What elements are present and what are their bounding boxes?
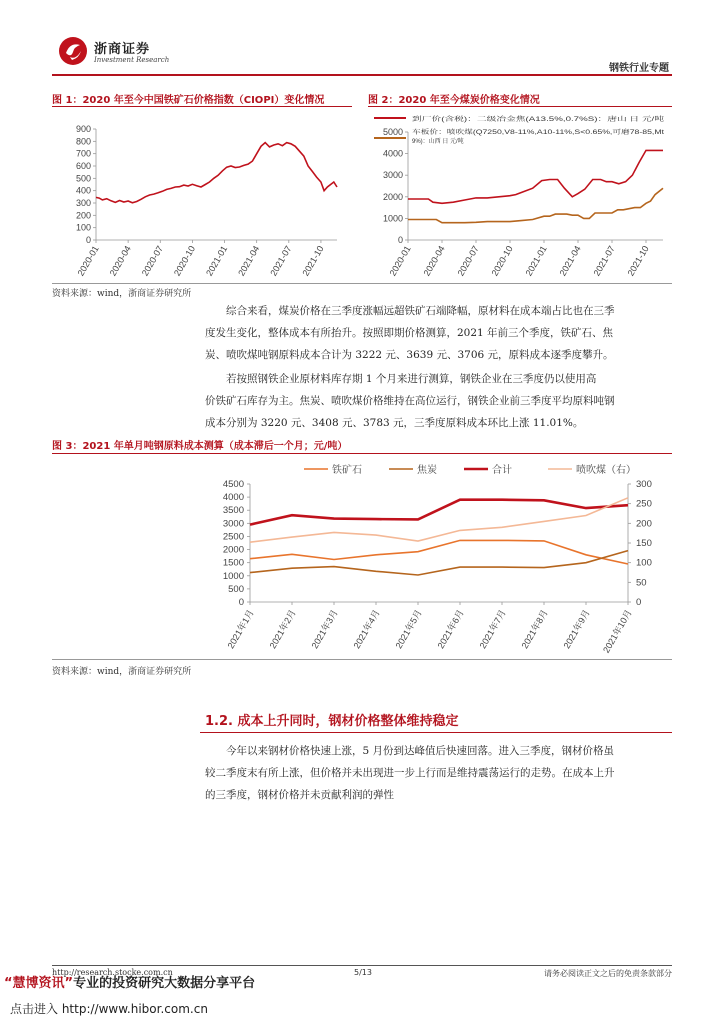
- fig1-title-rule: [52, 106, 352, 107]
- fig2-y-tick-label: 3000: [382, 170, 403, 181]
- brand-logo-icon: [58, 36, 88, 66]
- fig3-y2-tick-label: 0: [636, 597, 642, 608]
- fig2-x-tick-label: 2021-04: [557, 244, 583, 278]
- fig2-legend-label-pci-cont: 9%)：山西 日 元/吨: [412, 139, 464, 145]
- fig1-x-tick-label: 2021-07: [268, 243, 294, 278]
- paragraph-2: [205, 368, 672, 434]
- fig3-x-tick-label: 2021年2月: [267, 608, 298, 651]
- fig3-legend-label-0: 铁矿石: [332, 465, 362, 476]
- fig3-x-tick-label: 2021年6月: [435, 608, 466, 651]
- fig3-x-tick-label: 2021年5月: [393, 608, 424, 651]
- fig3-y-tick-label: 4500: [222, 479, 244, 490]
- fig1-x-tick-label: 2020-01: [75, 244, 101, 278]
- fig3-x-tick-label: 2021年8月: [519, 608, 550, 651]
- fig3-x-tick-label: 2021年1月: [225, 608, 256, 651]
- fig3-series-line-1: [250, 551, 628, 575]
- fig12-source: 资料来源：wind，浙商证券研究所: [52, 289, 192, 299]
- fig3-y2-tick-label: 250: [636, 498, 652, 510]
- page-number: 5/13: [354, 968, 372, 977]
- fig1-y-tick-label: 800: [75, 136, 91, 147]
- paragraph-3-line-3: 的三季度，钢材价格并未贡献利润的弹性: [205, 789, 394, 801]
- fig3-y-tick-label: 500: [228, 583, 244, 595]
- fig1-title: 图 1：2020 年至今中国铁矿石价格指数（CIOPI）变化情况: [52, 95, 325, 106]
- brand-name-en: Investment Research: [94, 56, 170, 64]
- fig3-x-tick-label: 2021年3月: [309, 608, 340, 651]
- fig3-source: 资料来源：wind，浙商证券研究所: [52, 667, 192, 677]
- fig3-x-tick-label: 2021年4月: [351, 608, 382, 651]
- fig3-y2-tick-label: 300: [636, 479, 652, 490]
- paragraph-2-line-3: 成本分别为 3220 元、3408 元、3783 元，三季度原料成本环比上涨 11.01%。: [205, 417, 584, 429]
- fig1-x-tick-label: 2020-10: [171, 244, 198, 278]
- paragraph-1-line-3: 炭、喷吹煤吨钢原料成本合计为 3222 元、3639 元、3706 元，原料成本逐季度攀升。: [205, 349, 614, 361]
- fig3-chart: [52, 456, 672, 656]
- fig3-x-tick-label: 2021年10月: [601, 608, 634, 655]
- watermark-brand: “慧博资讯”: [4, 976, 74, 991]
- fig2-series-line-1: [408, 188, 663, 223]
- fig3-y2-tick-label: 150: [636, 538, 652, 549]
- fig1-chart: [52, 112, 352, 282]
- footer-divider: [52, 965, 672, 966]
- fig3-y-tick-label: 1000: [222, 570, 244, 582]
- fig2-chart: [368, 112, 672, 282]
- fig1-x-tick-label: 2020-04: [107, 244, 133, 278]
- fig3-y-tick-label: 0: [238, 597, 244, 608]
- fig1-x-tick-label: 2021-01: [204, 244, 230, 278]
- fig3-legend-label-3: 喷吹煤（右）: [576, 465, 636, 476]
- section-heading: 1.2. 成本上升同时，钢材价格整体维持稳定: [205, 714, 459, 729]
- paragraph-2-line-1: 若按照钢铁企业原材料库存期 1 个月来进行测算，钢铁企业在三季度仍以使用高: [226, 373, 597, 385]
- fig1-x-tick-label: 2020-07: [139, 244, 165, 278]
- watermark-tagline-text: 专业的投资研究大数据分享平台: [73, 976, 256, 991]
- fig12-bottom-rule: [52, 283, 672, 284]
- fig2-y-tick-label: 0: [397, 235, 403, 245]
- paragraph-3-line-1: 今年以来钢材价格快速上涨，5 月份到达峰值后快速回落。进入三季度，钢材价格虽: [226, 745, 615, 757]
- fig2-x-tick-label: 2020-07: [455, 244, 481, 278]
- fig3-bottom-rule: [52, 659, 672, 660]
- fig2-legend-label-pci: 车板价：喷吹煤(Q7250,V8-11%,A10-11%,S<0.65%,可磨78-85,Mt: [412, 130, 587, 136]
- fig1-y-tick-label: 500: [75, 173, 91, 184]
- watermark-tagline: [4, 972, 255, 991]
- fig3-y-tick-label: 1500: [222, 557, 244, 569]
- fig3-y-tick-label: 3500: [222, 505, 244, 517]
- fig1-y-tick-label: 100: [75, 222, 91, 233]
- fig1-y-tick-label: 900: [75, 124, 91, 134]
- fig3-y2-tick-label: 100: [636, 557, 652, 569]
- fig2-x-tick-label: 2020-10: [489, 244, 515, 278]
- fig1-y-tick-label: 600: [75, 161, 91, 171]
- section-heading-rule: [200, 732, 672, 733]
- watermark-link[interactable]: 点击进入 http://www.hibor.com.cn: [10, 1002, 208, 1016]
- fig1-y-tick-label: 400: [75, 185, 91, 196]
- paragraph-2-line-2: 价铁矿石库存为主。焦炭、喷吹煤价格维持在高位运行，钢铁企业前三季度平均原料吨钢: [205, 395, 615, 407]
- footer-disclaimer: 请务必阅读正文之后的免责条款部分: [544, 969, 672, 978]
- fig1-series-line-0: [96, 143, 337, 203]
- fig1-y-tick-label: 300: [75, 198, 91, 208]
- fig3-series-line-0: [250, 540, 628, 564]
- footer-url-link[interactable]: http://research.stocke.com.cn: [52, 968, 173, 977]
- fig3-y-tick-label: 3000: [222, 518, 244, 530]
- fig1-x-tick-label: 2021-04: [236, 244, 262, 278]
- fig3-y2-tick-label: 200: [636, 518, 652, 530]
- fig2-x-tick-label: 2021-10: [625, 244, 651, 278]
- paragraph-1-line-2: 度发生变化，整体成本有所抬升。按照即期价格测算，2021 年前三个季度，铁矿石、焦: [205, 327, 614, 339]
- fig1-y-tick-label: 700: [75, 148, 91, 159]
- fig3-x-tick-label: 2021年9月: [561, 608, 592, 651]
- fig3-y-tick-label: 2500: [222, 531, 244, 543]
- fig3-x-tick-label: 2021年7月: [477, 608, 508, 651]
- brand-name-cn: 浙商证券: [94, 42, 151, 57]
- fig3-series-line-2: [250, 500, 628, 525]
- fig2-y-tick-label: 4000: [382, 148, 403, 159]
- fig2-x-tick-label: 2020-01: [387, 244, 413, 278]
- header-divider: [52, 74, 672, 76]
- paragraph-3: [205, 740, 672, 806]
- fig2-y-tick-label: 2000: [382, 191, 403, 202]
- fig2-x-tick-label: 2021-01: [523, 244, 549, 278]
- paragraph-1-line-1: 综合来看，煤炭价格在三季度涨幅远超铁矿石端降幅，原材料在成本端占比也在三季: [226, 305, 615, 317]
- fig3-y2-tick-label: 50: [636, 577, 647, 589]
- report-category: 钢铁行业专题: [609, 63, 669, 74]
- paragraph-1: [205, 300, 672, 366]
- paragraph-3-line-2: 较二季度末有所上涨，但价格并未出现进一步上行而是维持震荡运行的走势。在成本上升: [205, 767, 615, 779]
- fig1-y-tick-label: 0: [85, 235, 91, 245]
- fig3-y-tick-label: 2000: [222, 544, 244, 556]
- fig2-y-tick-label: 1000: [382, 213, 403, 224]
- fig2-title-rule: [368, 106, 672, 107]
- fig2-x-tick-label: 2020-04: [421, 244, 447, 278]
- fig1-x-tick-label: 2021-10: [300, 244, 326, 278]
- fig3-legend-label-1: 焦炭: [417, 465, 437, 476]
- fig2-x-tick-label: 2021-07: [591, 244, 617, 278]
- fig3-title-rule: [52, 453, 672, 454]
- fig3-legend-label-2: 合计: [492, 465, 512, 476]
- fig2-y-tick-label: 5000: [382, 127, 403, 137]
- fig2-title: 图 2：2020 年至今煤炭价格变化情况: [368, 95, 540, 106]
- fig3-title: 图 3：2021 年单月吨钢原料成本测算（成本滞后一个月；元/吨）: [52, 441, 348, 452]
- fig2-series-line-0: [408, 150, 663, 203]
- fig1-y-tick-label: 200: [75, 210, 91, 221]
- fig2-legend-label-coke: 到厂价(含税)：二级冶金焦(A13.5%,0.7%S)：唐山 日 元/吨: [412, 117, 568, 123]
- fig3-y-tick-label: 4000: [222, 492, 244, 504]
